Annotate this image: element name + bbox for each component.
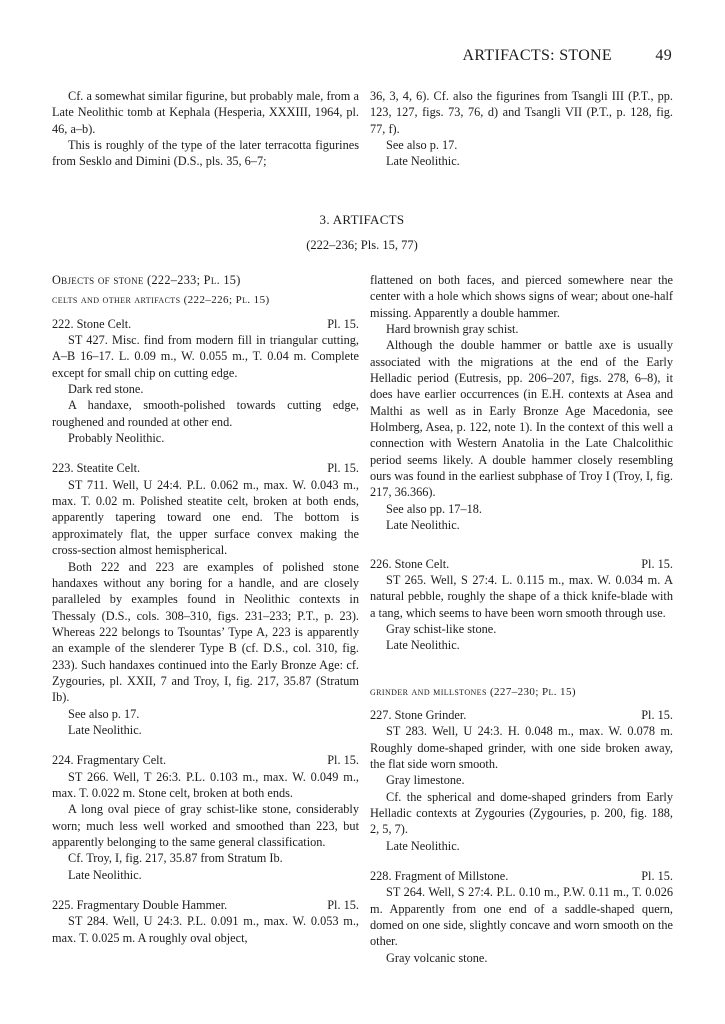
plate-ref: Pl. 15. (327, 753, 359, 768)
entry-title: 226. Stone Celt. (370, 556, 450, 571)
entry-description: ST 264. Well, S 27:4. P.L. 0.10 m., P.W. 0.11 m., T. 0.026 m. Apparently from one end of a saddle-shaped quern, domed on one side, slightly concave and worn smooth on the other. (370, 885, 673, 949)
paragraph: A handaxe, smooth-polished towards cutting edge, roughened and rounded at other end. (52, 398, 359, 429)
paragraph: Although the double hammer or battle axe is usually associated with the migrations at the end of the Early Helladic period (Eutresis, pp. 206–207, figs. 278, 6–8), it does have earlier occurrences (in E.H. contexts at Asea and Malthi as well as in Early Bronze Age Macedonia, see Holmberg, Asea, p. 122, note 1). In the context of this well a connection with Western Anatolia in the Late Chalcolithic period seems likely. A double hammer closely resembling ours was found in the earliest subphase of Troy I (Troy, I, fig. 217, 36.366). (370, 338, 673, 500)
entry-heading (370, 707, 673, 723)
entry-description: ST 284. Well, U 24:3. P.L. 0.091 m., max. W. 0.053 m., max. T. 0.025 m. A roughly oval object, (52, 914, 359, 945)
entry-description: ST 265. Well, S 27:4. L. 0.115 m., max. W. 0.034 m. A natural pebble, roughly the shape of a thick knife-blade with a tang, which seems to have been worn smooth through use. (370, 572, 673, 620)
running-header (52, 47, 672, 71)
paragraph: Gray volcanic stone. (386, 950, 488, 965)
heading-celts: celts and other artifacts (222–226; Pl. 15) (52, 294, 270, 307)
plate-ref: Pl. 15. (327, 316, 359, 331)
entry-title: 222. Stone Celt. (52, 316, 132, 331)
plate-ref: Pl. 15. (641, 707, 673, 722)
paragraph: Late Neolithic. (386, 518, 460, 533)
entry-heading (52, 460, 359, 476)
paragraph: Cf. a somewhat similar figurine, but probably male, from a Late Neolithic tomb at Kephala (Hesperia, XXXIII, 1964, pl. 46, a–b). (52, 89, 359, 136)
entry-heading (52, 316, 359, 332)
paragraph: Probably Neolithic. (68, 431, 165, 446)
paragraph: Dark red stone. (68, 382, 144, 397)
paragraph: Late Neolithic. (68, 867, 142, 882)
entry-title: 225. Fragmentary Double Hammer. (52, 898, 228, 913)
heading-grinder-and-millstones: grinder and millstones (227–230; Pl. 15) (370, 685, 576, 698)
entry-title: 228. Fragment of Millstone. (370, 869, 509, 883)
entry-description-continued: flattened on both faces, and pierced somewhere near the center with a hole which shows signs of wear; about one-half missing. Apparently a double hammer. (370, 273, 673, 320)
entry-description: ST 427. Misc. find from modern fill in triangular cutting, A–B 16–17. L. 0.09 m., W. 0.055 m., T. 0.04 m. Complete except for small chip on cutting edge. (52, 333, 359, 380)
running-title: ARTIFACTS: STONE (462, 47, 612, 64)
entry-heading (370, 556, 673, 572)
entry-heading (370, 868, 673, 884)
paragraph: Late Neolithic. (386, 154, 460, 169)
plate-ref: Pl. 15. (327, 898, 359, 913)
paragraph: Late Neolithic. (386, 838, 460, 853)
entry-description: ST 711. Well, U 24:4. P.L. 0.062 m., max. W. 0.043 m., max. T. 0.02 m. Polished steatite celt, broken at both ends, apparently tapering toward one end. The bottom is approximately flat, the upper surface convex making the cross-section almost hemispherical. (52, 477, 359, 558)
paragraph: Gray limestone. (386, 773, 465, 788)
paragraph: Both 222 and 223 are examples of polished stone handaxes without any boring for a handle, and are closely paralleled by examples found in Neolithic contexts in Thessaly (D.S., cols. 308–310, figs. 231–233; P.T., p. 23). Whereas 222 belongs to Tsountas’ Type A, 223 is apparently an example of the slenderer Type B (cf. D.S., col. 310, fig. 233). Such handaxes continued into the Early Bronze Age: cf. Zygouries, pl. XXII, 7 and Troy, I, fig. 217, 35.87 (Stratum Ib). (52, 559, 359, 705)
paragraph: Hard brownish gray schist. (386, 322, 519, 337)
plate-ref: Pl. 15. (641, 869, 673, 883)
top-left-column (52, 88, 359, 170)
paragraph: See also pp. 17–18. (386, 501, 482, 516)
section-subtitle: (222–236; Pls. 15, 77) (306, 238, 418, 252)
plate-ref: Pl. 15. (641, 556, 673, 571)
paragraph: Cf. Troy, I, fig. 217, 35.87 from Stratum Ib. (68, 851, 283, 866)
entry-228 (370, 868, 673, 966)
paragraph: 36, 3, 4, 6). Cf. also the figurines from Tsangli III (P.T., pp. 123, 127, figs. 73, 76, d) and Tsangli VII (P.T., p. 128, fig. 77, f). (370, 89, 673, 136)
entry-heading (52, 897, 359, 913)
paragraph: Late Neolithic. (386, 638, 460, 653)
entry-heading (52, 752, 359, 768)
entry-title: 227. Stone Grinder. (370, 707, 467, 722)
left-column (52, 272, 359, 946)
paragraph: A long oval piece of gray schist-like stone, considerably worn; much less well worked and smoothed than 223, but apparently belonging to the same general classification. (52, 802, 359, 849)
entry-226 (370, 556, 673, 654)
entry-description: ST 283. Well, U 24:3. H. 0.048 m., max. W. 0.078 m. Roughly dome-shaped grinder, with one side broken away, the flat side worn smooth. (370, 724, 673, 771)
entry-225 (52, 897, 359, 946)
paragraph: See also p. 17. (386, 138, 458, 153)
paragraph: Cf. the spherical and dome-shaped grinders from Early Helladic contexts at Zygouries (Zygouries, p. 200, fig. 188, 2, 5, 7). (370, 789, 673, 837)
entry-223 (52, 460, 359, 738)
entry-description: ST 266. Well, T 26:3. P.L. 0.103 m., max. W. 0.049 m., max. T. 0.022 m. Stone celt, broken at both ends. (52, 769, 359, 800)
top-right-column (370, 88, 673, 170)
entry-title: 224. Fragmentary Celt. (52, 753, 167, 768)
right-column (370, 272, 673, 966)
heading-objects-of-stone: Objects of stone (222–233; Pl. 15) (52, 273, 241, 287)
entry-title: 223. Steatite Celt. (52, 461, 141, 476)
paragraph: Gray schist-like stone. (386, 621, 497, 636)
section-title: 3. ARTIFACTS (319, 212, 405, 227)
entry-227 (370, 707, 673, 854)
paragraph: See also p. 17. (68, 706, 140, 721)
entry-224 (52, 752, 359, 883)
page-number: 49 (655, 47, 672, 64)
entry-222 (52, 316, 359, 447)
paragraph: This is roughly of the type of the later terracotta figurines from Sesklo and Dimini (D.S., pls. 35, 6–7; (52, 138, 359, 169)
paragraph: Late Neolithic. (68, 722, 142, 737)
plate-ref: Pl. 15. (327, 461, 359, 476)
